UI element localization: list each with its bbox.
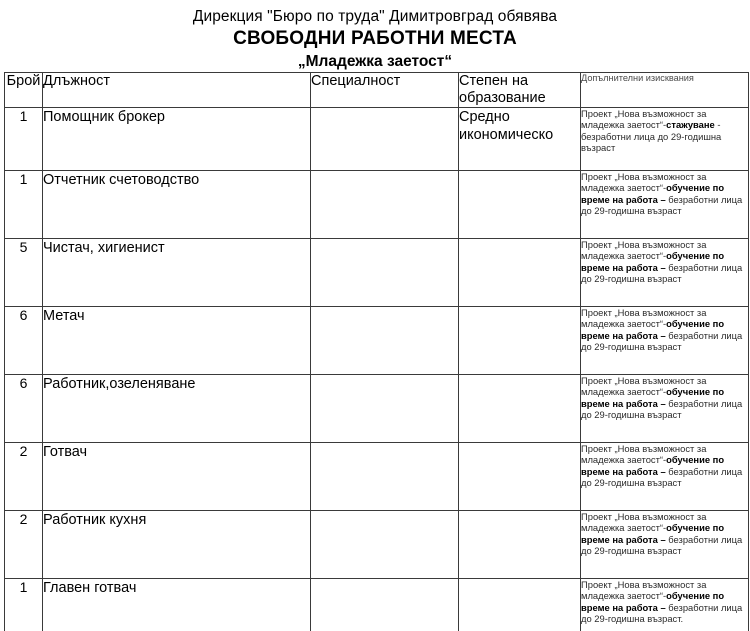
cell-specialty xyxy=(311,511,459,579)
column-header-education: Степен на образование xyxy=(459,73,581,108)
requirement-emphasis: обучение по време на работа – xyxy=(581,454,725,477)
table-row xyxy=(5,443,749,511)
cell-job-title: Помощник брокер xyxy=(43,108,311,171)
requirement-suffix: безработни лица до 29-годишна възраст xyxy=(581,465,743,489)
cell-extra-requirements xyxy=(581,443,749,511)
cell-count: 5 xyxy=(5,239,43,307)
table-row xyxy=(5,511,749,579)
table-row xyxy=(5,239,749,307)
heading-programme-name: „Младежка заетост“ xyxy=(297,53,453,70)
column-header-count: Брой xyxy=(5,73,43,108)
cell-count: 2 xyxy=(5,443,43,511)
requirement-emphasis: обучение по време на работа – xyxy=(581,386,725,409)
table-row xyxy=(5,307,749,375)
requirement-prefix: Проект „Нова възможност за младежка заетост“- xyxy=(581,171,707,194)
cell-specialty xyxy=(311,375,459,443)
column-header-extra-requirements: Допълнителни изисквания xyxy=(581,73,749,108)
cell-job-title: Готвач xyxy=(43,443,311,511)
cell-extra-requirements xyxy=(581,375,749,443)
requirement-emphasis: обучение по време на работа – xyxy=(581,318,725,341)
table-row xyxy=(5,375,749,443)
column-header-specialty: Специалност xyxy=(311,73,459,108)
table-header-row xyxy=(5,73,749,108)
cell-specialty xyxy=(311,307,459,375)
vacancies-table-container xyxy=(4,72,748,631)
heading-main-title: СВОБОДНИ РАБОТНИ МЕСТА xyxy=(233,28,517,49)
cell-job-title: Метач xyxy=(43,307,311,375)
cell-education xyxy=(459,307,581,375)
cell-education xyxy=(459,579,581,631)
document-heading xyxy=(0,0,750,71)
cell-education xyxy=(459,511,581,579)
cell-specialty xyxy=(311,171,459,239)
cell-specialty xyxy=(311,579,459,631)
cell-education xyxy=(459,375,581,443)
requirement-prefix: Проект „Нова възможност за младежка заетост“- xyxy=(581,579,707,602)
cell-count: 1 xyxy=(5,579,43,631)
requirement-suffix: безработни лица до 29-годишна възраст xyxy=(581,533,743,557)
cell-extra-requirements xyxy=(581,239,749,307)
requirement-emphasis: обучение по време на работа – xyxy=(581,250,725,273)
requirement-prefix: Проект „Нова възможност за младежка заетост“- xyxy=(581,239,707,262)
cell-extra-requirements xyxy=(581,171,749,239)
requirement-prefix: Проект „Нова възможност за младежка заетост“- xyxy=(581,375,707,398)
cell-extra-requirements xyxy=(581,307,749,375)
table-body xyxy=(5,108,749,631)
table-row xyxy=(5,108,749,171)
requirement-prefix: Проект „Нова възможност за младежка заетост“- xyxy=(581,511,707,534)
cell-job-title: Чистач, хигиенист xyxy=(43,239,311,307)
cell-count: 2 xyxy=(5,511,43,579)
cell-education xyxy=(459,443,581,511)
requirement-suffix: безработни лица до 29-годишна възраст. xyxy=(581,601,743,625)
requirement-prefix: Проект „Нова възможност за младежка заетост“- xyxy=(581,307,707,330)
requirement-prefix: Проект „Нова възможност за младежка заетост“- xyxy=(581,108,707,131)
cell-extra-requirements xyxy=(581,511,749,579)
table-header xyxy=(5,73,749,108)
vacancies-table xyxy=(4,72,749,631)
requirement-suffix: - безработни лица до 29-годишна възраст xyxy=(581,119,722,154)
cell-count: 6 xyxy=(5,375,43,443)
requirement-suffix: безработни лица до 29-годишна възраст xyxy=(581,261,743,285)
requirement-emphasis: обучение по време на работа – xyxy=(581,182,725,205)
requirement-suffix: безработни лица до 29-годишна възраст xyxy=(581,329,743,353)
cell-extra-requirements xyxy=(581,579,749,631)
cell-education xyxy=(459,171,581,239)
cell-job-title: Отчетник счетоводство xyxy=(43,171,311,239)
cell-specialty xyxy=(311,443,459,511)
heading-subtitle-office: Дирекция "Бюро по труда" Димитровград обявява xyxy=(192,8,558,25)
cell-specialty xyxy=(311,108,459,171)
cell-education xyxy=(459,239,581,307)
cell-job-title: Главен готвач xyxy=(43,579,311,631)
requirement-emphasis: обучение по време на работа – xyxy=(581,522,725,545)
requirement-emphasis: стажуване xyxy=(666,119,715,131)
table-row xyxy=(5,579,749,631)
requirement-emphasis: обучение по време на работа – xyxy=(581,590,725,613)
cell-count: 1 xyxy=(5,108,43,171)
cell-count: 1 xyxy=(5,171,43,239)
requirement-suffix: безработни лица до 29-годишна възраст xyxy=(581,193,743,217)
table-row xyxy=(5,171,749,239)
cell-count: 6 xyxy=(5,307,43,375)
cell-job-title: Работник,озеленяване xyxy=(43,375,311,443)
cell-education: Средно икономическо xyxy=(459,108,581,171)
requirement-prefix: Проект „Нова възможност за младежка заетост“- xyxy=(581,443,707,466)
cell-extra-requirements xyxy=(581,108,749,171)
cell-specialty xyxy=(311,239,459,307)
column-header-title: Длъжност xyxy=(43,73,311,108)
cell-job-title: Работник кухня xyxy=(43,511,311,579)
requirement-suffix: безработни лица до 29-годишна възраст xyxy=(581,397,743,421)
